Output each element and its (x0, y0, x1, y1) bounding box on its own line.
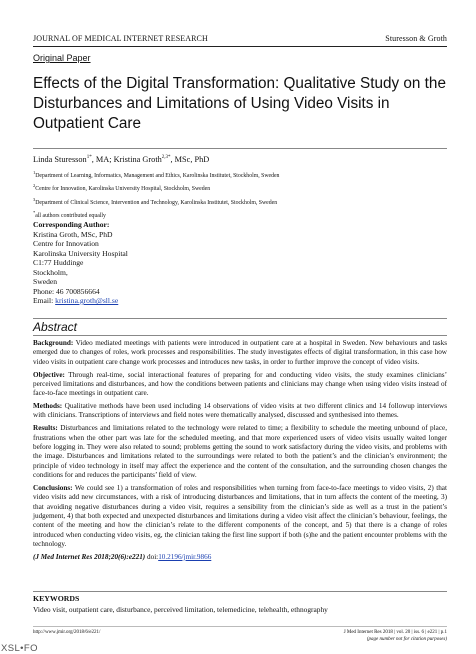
author-degree: , MA; (91, 155, 114, 164)
journal-citation: (J Med Internet Res 2018;20(6):e221) (33, 552, 146, 561)
abstract-heading: Abstract (33, 320, 78, 334)
authors-divider (33, 148, 447, 149)
corresponding-author-label: Corresponding Author: (33, 220, 110, 229)
footer-url: http://www.jmir.org/2018/6/e221/ (33, 630, 101, 635)
paper-title: Effects of the Digital Transformation: Qualitative Study on the Disturbances and Limitations of Using Video Visits in Outpatient Care (33, 75, 446, 132)
corresponding-line: Sweden (33, 277, 58, 286)
footer-divider (33, 626, 447, 627)
corresponding-author-block (33, 220, 128, 306)
journal-name: JOURNAL OF MEDICAL INTERNET RESEARCH (33, 34, 208, 43)
author-superscript: 2,3* (161, 155, 171, 161)
abstract-methods: Methods: Qualitative methods have been used including 14 observations of video visits at two different clinics and 14 followup interviews with clinicians. Transcriptions of interviews and field notes were thematically analysed, discussed and synthesised into themes. (33, 402, 447, 420)
abstract-objective: Objective: Through real-time, social interactional features of preparing for and conducting video visits, the study examines clinicians’ perceived limitations and disturbances, and how the conditions between patients and clinicians may change when using video visits instead of face-to-face meetings in outpatient care. (33, 370, 447, 398)
affiliation: $^2$Centre for Innovation, Karolinska University Hospital, Stockholm, Sweden (33, 183, 211, 193)
footer-citation: J Med Internet Res 2018 | vol. 20 | iss. 6 | e221 | p.1 (343, 630, 447, 635)
author-name: Kristina Groth (113, 155, 162, 164)
author-degree: , MSc, PhD (170, 155, 210, 164)
abstract-background: Background: Video mediated meetings with patients were introduced in outpatient care at a hospital in Sweden. New behaviours and tasks emerged due to changes of roles, work processes and responsibilities. The study investigates effects of digital transformation, in this case how video visits in outpatient care change work processes and introduces new tasks, in order to further improve the concept of video visits. (33, 339, 447, 366)
corresponding-email-line: Email: kristina.groth@sll.se (33, 296, 119, 305)
corresponding-line: Karolinska University Hospital (33, 248, 128, 258)
article-type: Original Paper (33, 53, 91, 63)
header-divider (33, 46, 447, 47)
author-list (33, 155, 209, 164)
corresponding-line: C1:77 Huddinge (33, 258, 84, 267)
affiliation: *all authors contributed equally (33, 210, 106, 220)
citation-line: (J Med Internet Res 2018;20(6):e221) doi:10.2196/jmir.9866 (33, 552, 212, 561)
author-superscript: 1* (86, 155, 92, 161)
running-header (33, 34, 447, 43)
abstract-conclusions: Conclusions: We could see 1) a transformation of roles and responsibilities when turning from face-to-face meetings to video visits, 2) that video visits add new circumstances, with a risk of introducing disturbances and limitations, that in turn affects the content of the meeting, 3) that avoiding negative disturbances during a video visit, requires a sensibility from the clinician’s side as well as a trust in the patient’s judgement, 4) that both expected and unexpected disturbances and limitations during a video visit affect the clinician’s behaviour, feelings, the content of the meeting and how the clinician’s relate to the different components of the concept, and 5) that there is a change of roles introduced when conducting video visits, eg, the clinician taking the first line support if both (s)he and the patient encounter problems with the technology. (33, 483, 447, 548)
affiliation: $^1$Department of Learning, Informatics, Management and Ethics, Karolinska Institutet, Stockholm, Sweden (33, 170, 280, 179)
affiliation: $^3$Department of Clinical Science, Intervention and Technology, Karolinska Institutet, Stockholm, Sweden (33, 196, 278, 206)
affiliation-list (33, 168, 279, 222)
abstract-body (33, 339, 447, 566)
corresponding-line: Phone: 46 700856664 (33, 286, 100, 296)
author-name: Linda Sturesson (33, 155, 87, 164)
xsl-fo-watermark: XSL•FO (1, 643, 38, 654)
abstract-top-divider (33, 318, 447, 319)
running-authors: Sturesson & Groth (385, 34, 447, 43)
keywords-heading: KEYWORDS (33, 594, 80, 603)
footer-citation-block (344, 630, 447, 643)
keywords-divider (33, 591, 447, 592)
corresponding-line: Stockholm, (33, 267, 68, 277)
doi-link[interactable]: 10.2196/jmir.9866 (158, 552, 212, 561)
footer-note: (page number not for citation purposes) (366, 636, 447, 642)
keywords-list: Video visit, outpatient care, disturbance, perceived limitation, telemedicine, telehealth, ethnography (33, 605, 328, 614)
corresponding-line: Centre for Innovation (33, 239, 99, 248)
corresponding-line: Kristina Groth, MSc, PhD (33, 229, 113, 239)
abstract-heading-divider (33, 335, 447, 336)
email-link[interactable]: kristina.groth@sll.se (55, 296, 119, 305)
abstract-results: Results: Disturbances and limitations related to the technology were related to time; a flexibility to schedule the meeting unbound of place, frustrations when the other part was late for the scheduled meeting, and that more experienced users of video visits usually waited longer before logging in. They were also related to sound; problems getting the sound to work satisfactory during the video visits, and problems with the image. Disturbances and limitations related to the surroundings were related to both the patient’s and the clinician’s environment; the principle of video technology in itself may affect the experience and the content of the consultation, and the surrounding chosen changes the conditions for and reduces the participants’ field of view. (33, 424, 447, 479)
